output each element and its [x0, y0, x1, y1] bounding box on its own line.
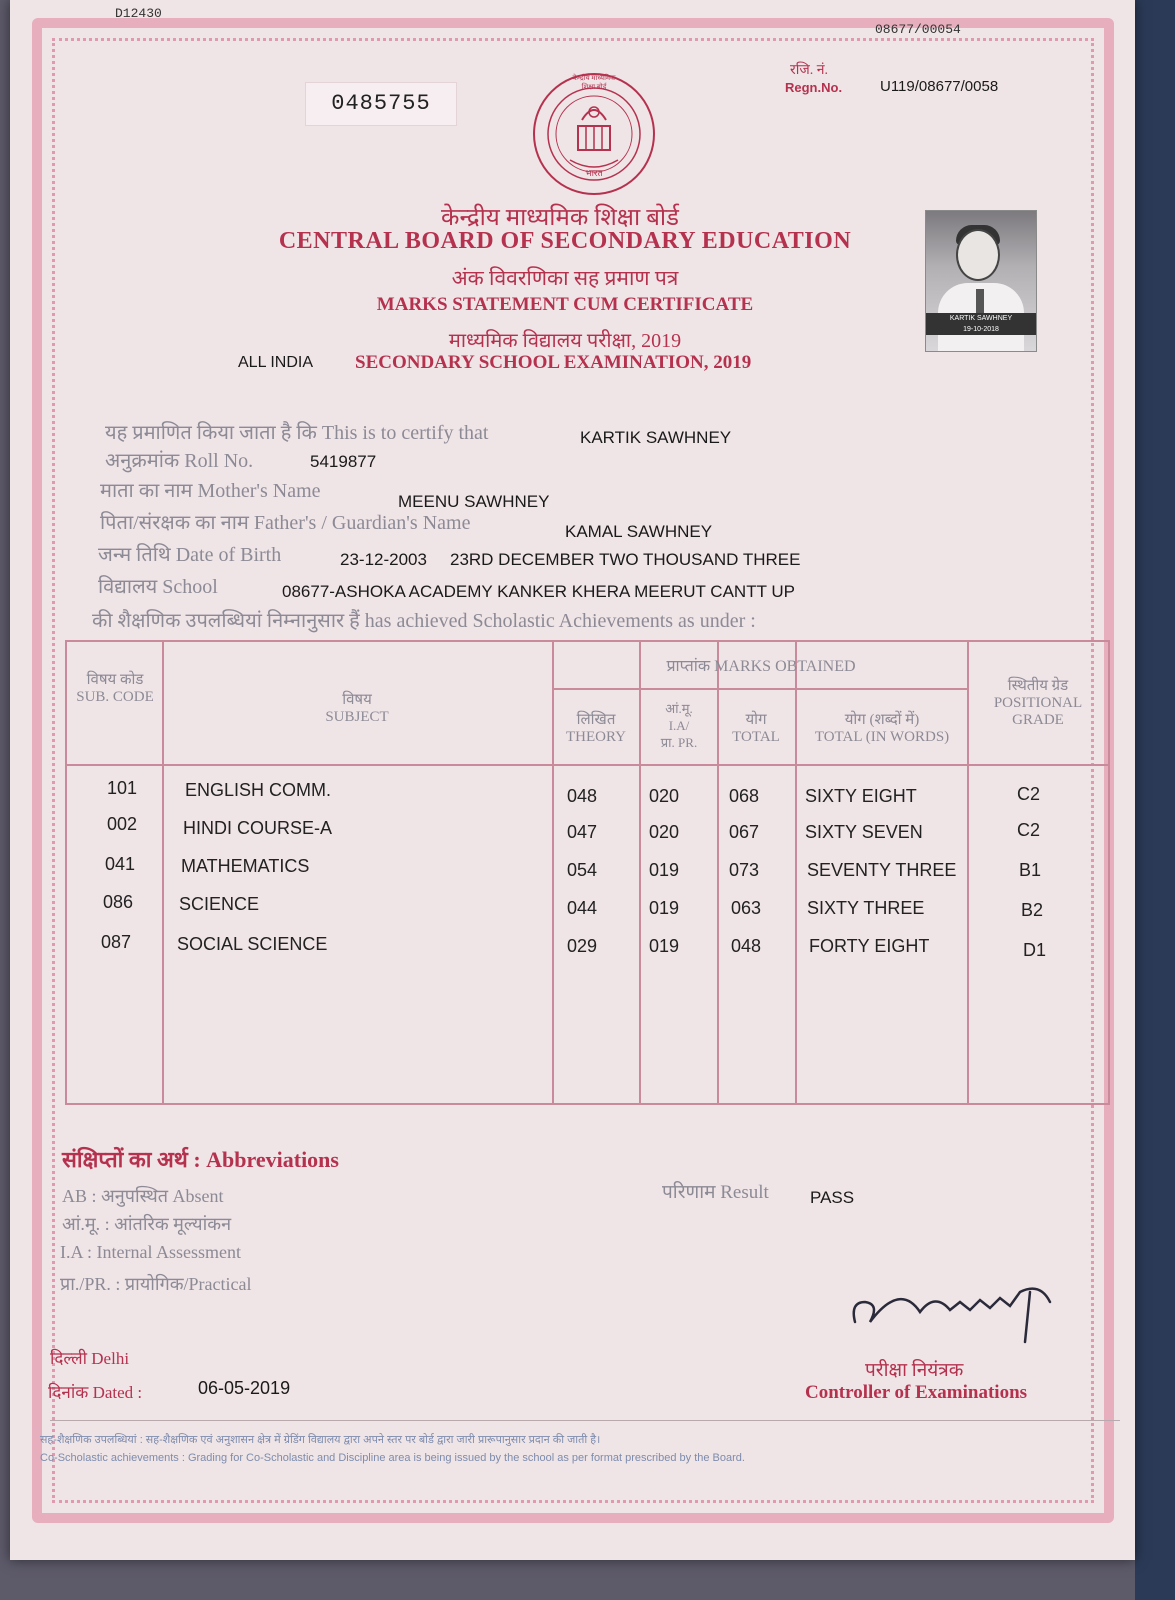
total-in-words: SIXTY SEVEN — [805, 822, 923, 842]
header-theory — [555, 712, 637, 746]
mother-label: माता का नाम Mother's Name — [100, 480, 321, 502]
region-label: ALL INDIA — [238, 354, 313, 371]
positional-grade: C2 — [1017, 820, 1041, 840]
header-ia-english: I.A/ — [668, 718, 690, 733]
result-label: परिणाम Result — [662, 1182, 769, 1203]
total-marks: 067 — [729, 822, 760, 842]
sub-code: 086 — [103, 892, 134, 912]
theory-marks: 044 — [567, 898, 598, 918]
photo-tag-date: 19-10-2018 — [963, 326, 999, 333]
board-name-hindi: केन्द्रीय माध्यमिक शिक्षा बोर्ड — [441, 205, 679, 231]
header-words-hindi: योग (शब्दों में) — [844, 712, 920, 728]
total-in-words: SEVENTY THREE — [807, 860, 957, 880]
positional-grade: B2 — [1021, 900, 1044, 920]
certify-label: यह प्रमाणित किया जाता है कि This is to certify that — [105, 422, 489, 444]
header-grade-english: POSITIONAL GRADE — [993, 695, 1083, 728]
header-total-hindi: योग — [745, 712, 767, 728]
mother-name: MEENU SAWHNEY — [398, 492, 550, 511]
exam-title-hindi: माध्यमिक विद्यालय परीक्षा, 2019 — [448, 330, 682, 352]
ia-marks: 019 — [649, 936, 680, 956]
header-marks-obtained — [557, 658, 965, 675]
controller-title: Controller of Examinations — [805, 1382, 1028, 1403]
achievement-label: की शैक्षणिक उपलब्धियां निम्नानुसार हैं has achieved Scholastic Achievements as under : — [92, 610, 756, 632]
roll-label: अनुक्रमांक Roll No. — [105, 450, 254, 472]
theory-marks: 054 — [567, 860, 598, 880]
header-theory-hindi: लिखित — [576, 712, 616, 728]
total-marks: 068 — [729, 786, 760, 806]
student-name: KARTIK SAWHNEY — [580, 428, 732, 447]
positional-grade: D1 — [1023, 940, 1047, 960]
document-code-left: D12430 — [115, 6, 162, 21]
registration-label: Regn.No. — [785, 80, 843, 95]
document-code-right: 08677/00054 — [875, 22, 961, 37]
header-subject-hindi: विषय — [342, 692, 372, 708]
place-label: दिल्ली Delhi — [50, 1349, 130, 1368]
sub-code: 002 — [107, 814, 138, 834]
total-in-words: SIXTY EIGHT — [805, 786, 917, 806]
ia-marks: 020 — [649, 786, 680, 806]
emblem-bottom-text: भारत — [585, 168, 603, 178]
exam-title: SECONDARY SCHOOL EXAMINATION, 2019 — [355, 352, 752, 373]
theory-marks: 029 — [567, 936, 598, 956]
cbse-emblem-icon — [530, 70, 658, 198]
subject-name: SCIENCE — [179, 894, 260, 914]
student-photo — [925, 210, 1037, 352]
total-marks: 063 — [731, 898, 762, 918]
marks-table — [65, 640, 1110, 1105]
header-marks-english: MARKS OBTAINED — [714, 658, 856, 675]
ia-marks: 019 — [649, 898, 680, 918]
school-label: विद्यालय School — [98, 576, 218, 598]
father-label: पिता/संरक्षक का नाम Father's / Guardian's Name — [100, 512, 471, 534]
header-grade — [971, 678, 1105, 729]
controller-title-hindi: परीक्षा नियंत्रक — [865, 1360, 964, 1381]
abbr-internal-assessment: I.A : Internal Assessment — [60, 1242, 241, 1262]
theory-marks: 047 — [567, 822, 598, 842]
positional-grade: C2 — [1017, 784, 1041, 804]
dob-value: 23-12-2003 — [340, 550, 427, 569]
header-code-english: SUB. CODE — [76, 689, 154, 705]
total-marks: 073 — [729, 860, 760, 880]
header-ia-practical: प्रा. PR. — [660, 735, 698, 750]
subject-name: MATHEMATICS — [181, 856, 310, 876]
roll-number: 5419877 — [310, 452, 377, 471]
school-name: 08677-ASHOKA ACADEMY KANKER KHERA MEERUT CANTT UP — [282, 582, 795, 601]
header-grade-hindi: स्थितीय ग्रेड — [1007, 678, 1069, 694]
father-name: KAMAL SAWHNEY — [565, 522, 713, 541]
abbr-ia-hindi: आं.मू. : आंतरिक मूल्यांकन — [62, 1214, 232, 1234]
abbr-absent: AB : अनुपस्थित Absent — [62, 1186, 224, 1206]
background-right — [1135, 0, 1175, 1600]
signature — [840, 1262, 1070, 1352]
header-total-words — [797, 712, 967, 746]
header-code-hindi: विषय कोड — [86, 672, 144, 688]
abbr-practical: प्रा./PR. : प्रायोगिक/Practical — [60, 1274, 252, 1294]
issue-date: 06-05-2019 — [198, 1378, 291, 1398]
dob-label: जन्म तिथि Date of Birth — [98, 544, 282, 566]
emblem-top-text: केन्द्रीय माध्यमिक शिक्षा बोर्ड — [572, 74, 616, 91]
photo-tag-name: KARTIK SAWHNEY — [949, 315, 1013, 322]
header-subject — [167, 692, 547, 726]
footer-note: Co-Scholastic achievements : Grading for Co-Scholastic and Discipline area is being issued by the school as per format prescribed by the Board. — [40, 1452, 745, 1464]
dated-label: दिनांक Dated : — [48, 1383, 143, 1402]
header-total-english: TOTAL — [732, 729, 780, 745]
header-theory-english: THEORY — [566, 729, 626, 745]
total-marks: 048 — [731, 936, 762, 956]
header-ia-hindi: आं.मू. — [665, 701, 693, 716]
marks-certificate — [10, 0, 1135, 1560]
subject-name: ENGLISH COMM. — [185, 780, 332, 800]
header-words-english: TOTAL (IN WORDS) — [814, 729, 950, 745]
ia-marks: 020 — [649, 822, 680, 842]
dob-words: 23RD DECEMBER TWO THOUSAND THREE — [450, 550, 801, 569]
result-value: PASS — [810, 1188, 855, 1207]
sub-code: 087 — [101, 932, 132, 952]
header-code — [69, 672, 161, 706]
header-ia — [642, 700, 716, 751]
footer-note-hindi: सह-शैक्षणिक उपलब्धियां : सह-शैक्षणिक एवं अनुशासन क्षेत्र में ग्रेडिंग विद्यालय द्वारा अपने स्तर पर बोर्ड द्वारा जारी प्रारूपानुसार प्रदान की जाती है। — [40, 1434, 601, 1446]
ia-marks: 019 — [649, 860, 680, 880]
certificate-title: MARKS STATEMENT CUM CERTIFICATE — [376, 294, 754, 315]
theory-marks: 048 — [567, 786, 598, 806]
abbreviations-title: संक्षिप्तों का अर्थ : Abbreviations — [62, 1147, 339, 1172]
sub-code: 041 — [105, 854, 136, 874]
total-in-words: FORTY EIGHT — [809, 936, 930, 956]
certificate-title-hindi: अंक विवरणिका सह प्रमाण पत्र — [451, 266, 679, 290]
registration-label-hindi: रजि. नं. — [790, 63, 829, 78]
board-name: CENTRAL BOARD OF SECONDARY EDUCATION — [278, 228, 852, 254]
registration-number: U119/08677/0058 — [880, 78, 999, 95]
total-in-words: SIXTY THREE — [807, 898, 925, 918]
header-subject-english: SUBJECT — [325, 709, 389, 725]
footer-divider — [50, 1420, 1120, 1421]
certificate-number: 0485755 — [305, 82, 457, 126]
subject-name: SOCIAL SCIENCE — [177, 934, 328, 954]
subject-name: HINDI COURSE-A — [183, 818, 333, 838]
positional-grade: B1 — [1019, 860, 1042, 880]
header-total — [719, 712, 793, 746]
header-marks-hindi: प्राप्तांक — [666, 658, 711, 675]
sub-code: 101 — [107, 778, 138, 798]
